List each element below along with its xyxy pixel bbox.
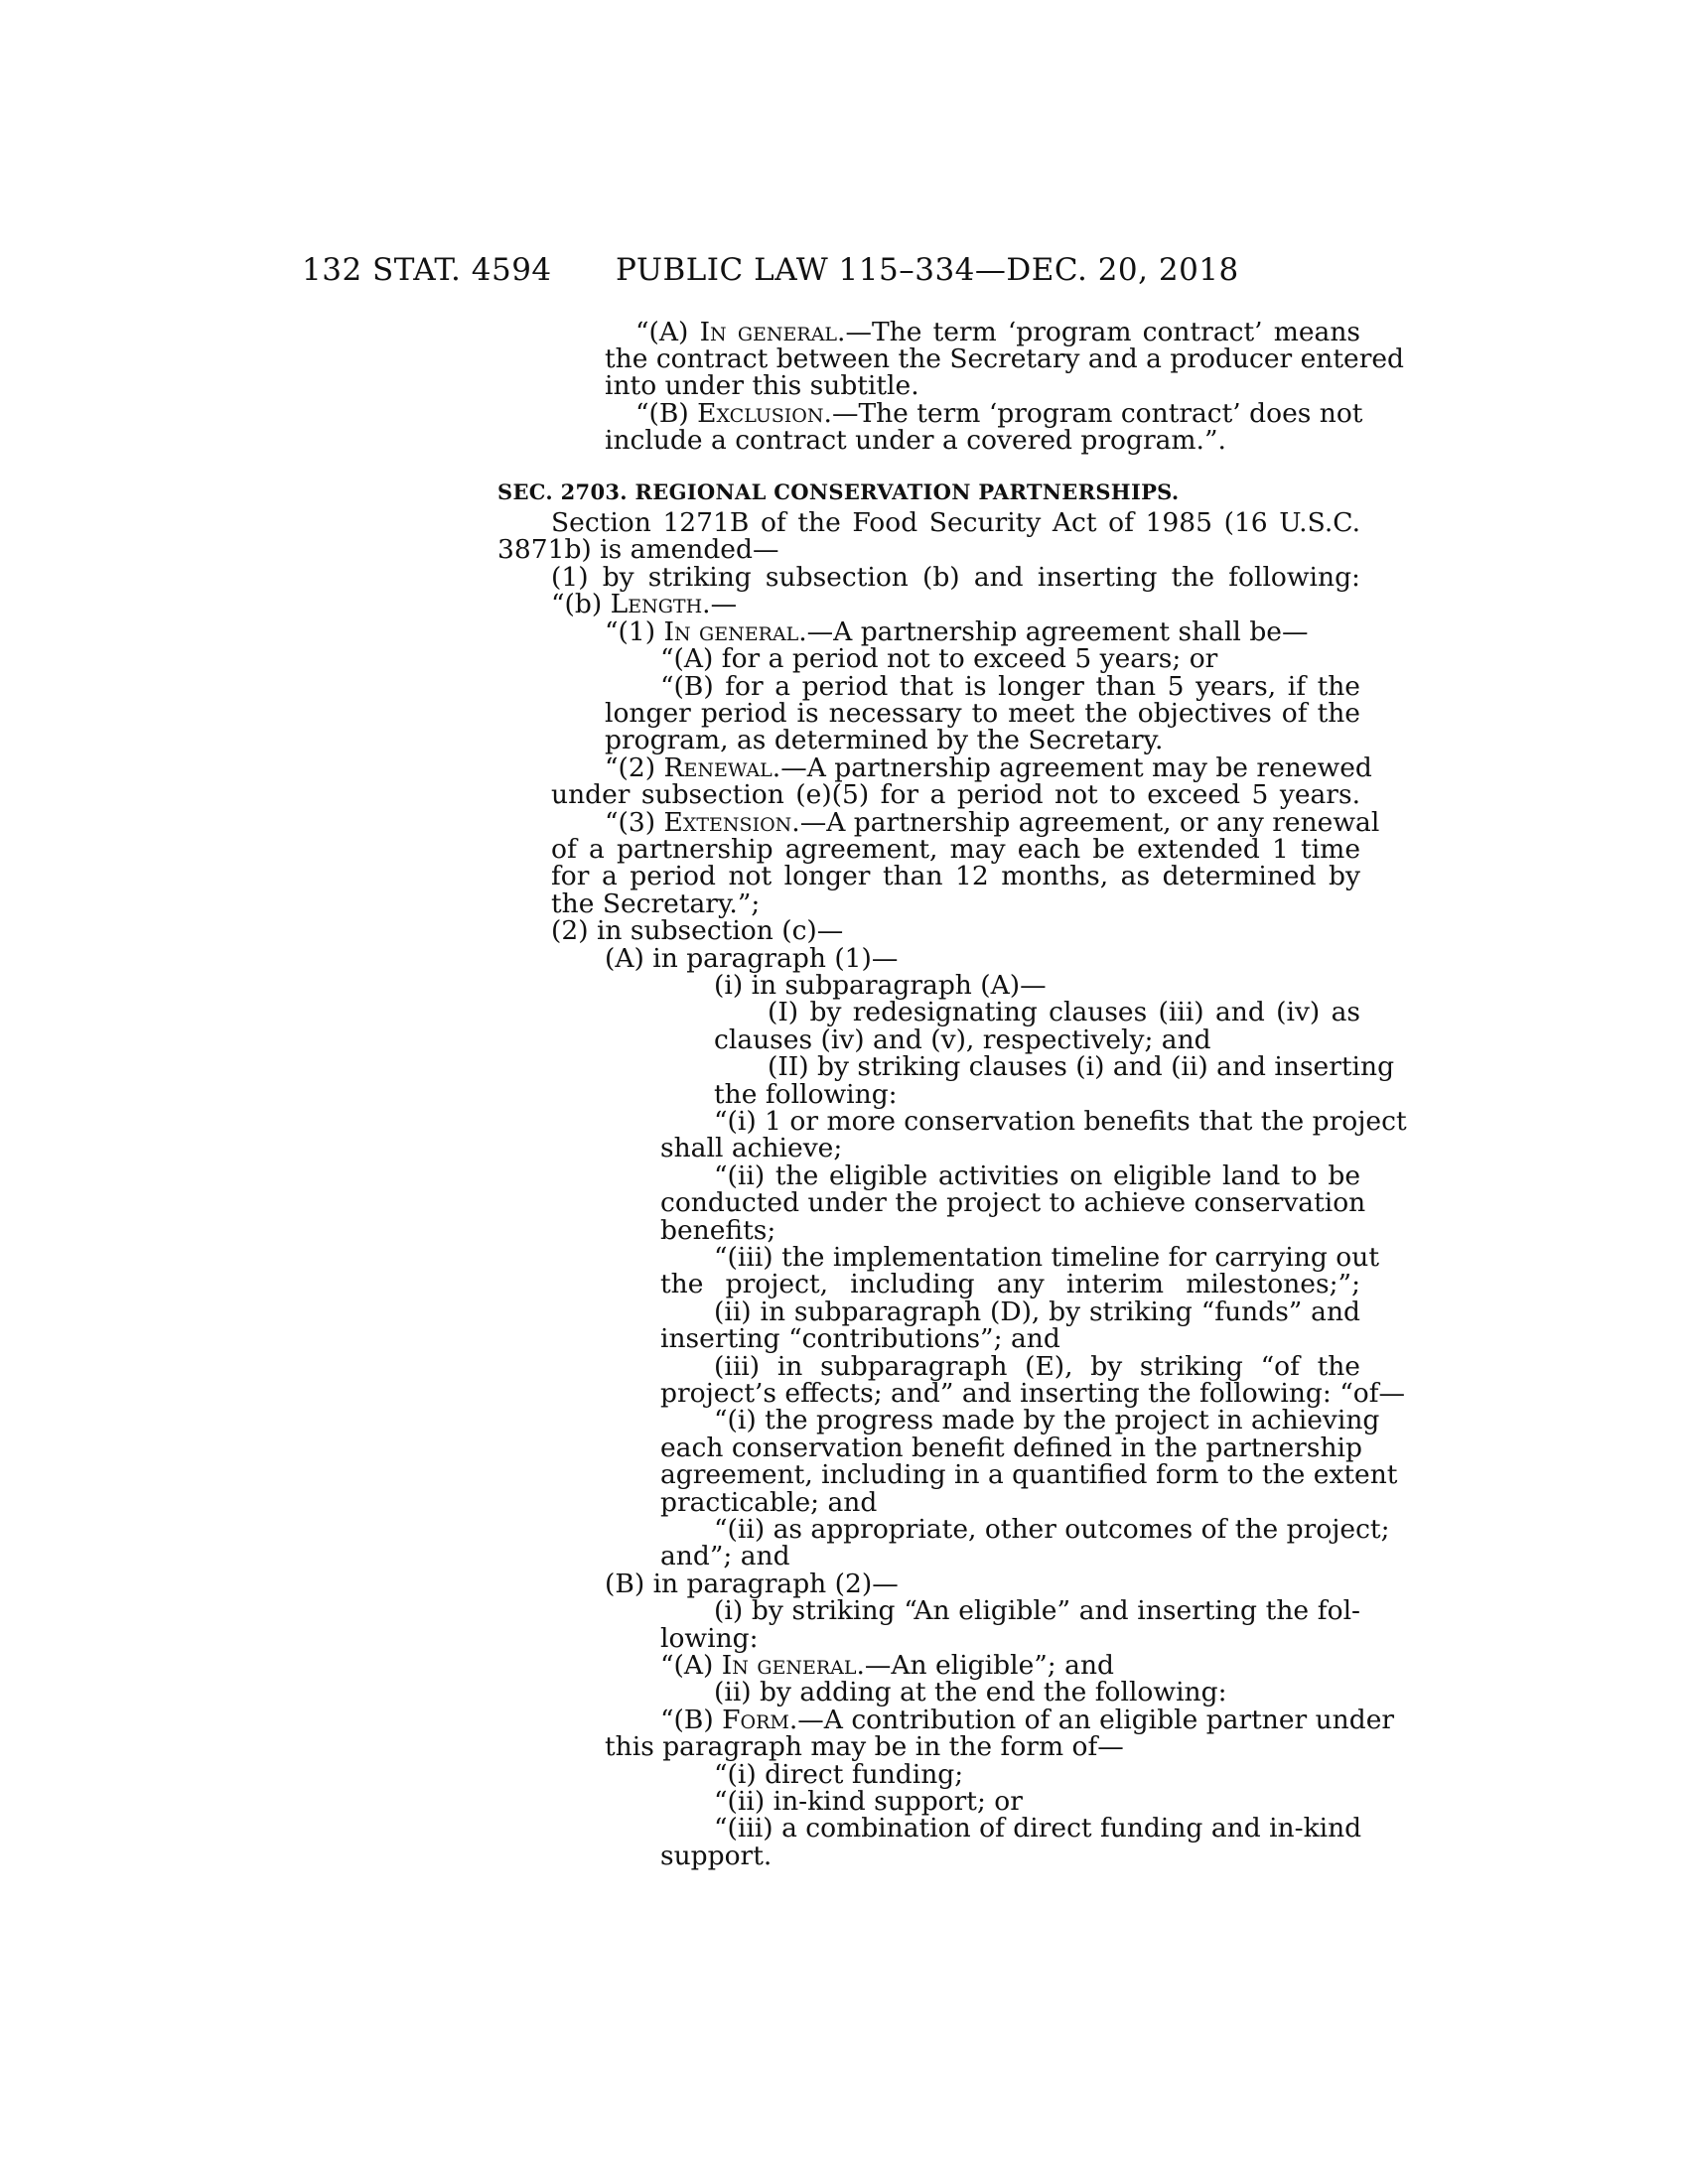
text-line: “(1) In general.—A partnership agreement shall be— [605, 616, 1309, 647]
text-line: (i) in subparagraph (A)— [714, 970, 1047, 1001]
text-line: 3871b) is amended— [497, 534, 779, 565]
text-line: “(B) Exclusion.—The term ‘program contract’ does not [635, 398, 1363, 429]
text-line: the project, including any interim milestones;”; [660, 1269, 1360, 1299]
text-line: lowing: [660, 1623, 759, 1654]
text-line: (I) by redesignating clauses (iii) and (iv) as [768, 997, 1360, 1027]
text-line: “(ii) the eligible activities on eligible land to be [714, 1160, 1360, 1191]
text-line: (ii) in subparagraph (D), by striking “funds” and [714, 1297, 1360, 1327]
text-line: (i) by striking “An eligible” and inserting the fol- [714, 1595, 1360, 1626]
text-line: “(A) In general.—An eligible”; and [660, 1650, 1114, 1681]
page-number: 132 STAT. 4594 [302, 252, 552, 288]
text-line: this paragraph may be in the form of— [605, 1731, 1124, 1762]
text-line: “(i) the progress made by the project in achieving [714, 1405, 1380, 1435]
text-line: include a contract under a covered program.”. [605, 425, 1226, 456]
text-line: (ii) by adding at the end the following: [714, 1677, 1227, 1707]
page-header [0, 252, 1688, 292]
text-line: shall achieve; [660, 1133, 843, 1163]
text-line: project’s effects; and” and inserting the following: “of— [660, 1378, 1406, 1409]
text-line: “(i) 1 or more conservation benefits that the project [714, 1106, 1407, 1137]
text-line: “(iii) the implementation timeline for carrying out [714, 1242, 1379, 1273]
text-line: longer period is necessary to meet the objectives of the [605, 698, 1360, 729]
text-line: program, as determined by the Secretary. [605, 725, 1164, 755]
text-line: “(b) Length.— [551, 589, 738, 619]
text-line: agreement, including in a quantified form to the extent [660, 1459, 1398, 1490]
text-line: “(i) direct funding; [714, 1759, 964, 1790]
text-line: “(B) for a period that is longer than 5 years, if the [660, 671, 1360, 702]
text-line: of a partnership agreement, may each be extended 1 time [551, 834, 1360, 865]
text-line: the contract between the Secretary and a producer entered [605, 343, 1405, 374]
text-line: “(iii) a combination of direct funding and in-kind [714, 1813, 1362, 1843]
text-line: practicable; and [660, 1487, 878, 1518]
text-line: each conservation benefit defined in the partnership [660, 1433, 1362, 1463]
text-line: “(A) for a period not to exceed 5 years; or [660, 643, 1218, 674]
text-line: support. [660, 1841, 773, 1871]
text-line: “(2) Renewal.—A partnership agreement may be renewed [605, 752, 1372, 783]
text-line: (II) by striking clauses (i) and (ii) and inserting [768, 1051, 1395, 1082]
text-line: “(A) In general.—The term ‘program contract’ means [635, 317, 1360, 347]
text-line: (B) in paragraph (2)— [605, 1569, 899, 1599]
text-line: the following: [714, 1079, 898, 1110]
text-line: “(B) Form.—A contribution of an eligible partner under [660, 1705, 1395, 1735]
text-line: benefits; [660, 1215, 776, 1246]
text-line: the Secretary.”; [551, 888, 761, 919]
text-line: Section 1271B of the Food Security Act of 1985 (16 U.S.C. [551, 507, 1360, 538]
text-line: conducted under the project to achieve conservation [660, 1187, 1366, 1218]
text-line: inserting “contributions”; and [660, 1323, 1060, 1354]
running-head: PUBLIC LAW 115–334—DEC. 20, 2018 [616, 252, 1239, 288]
text-line: for a period not longer than 12 months, as determined by [551, 861, 1360, 891]
section-heading: SEC. 2703. REGIONAL CONSERVATION PARTNERSHIPS. [497, 479, 1180, 504]
text-line: “(ii) as appropriate, other outcomes of the project; [714, 1514, 1390, 1545]
text-line: (1) by striking subsection (b) and inserting the following: [551, 562, 1360, 593]
text-line: “(3) Extension.—A partnership agreement, or any renewal [605, 807, 1380, 838]
text-line: and”; and [660, 1541, 790, 1571]
text-line: clauses (iv) and (v), respectively; and [714, 1024, 1211, 1055]
text-line: (2) in subsection (c)— [551, 915, 844, 946]
text-line: into under this subtitle. [605, 370, 919, 401]
text-line: (A) in paragraph (1)— [605, 943, 899, 974]
text-line: (iii) in subparagraph (E), by striking “of the [714, 1351, 1360, 1382]
text-line: “(ii) in-kind support; or [714, 1786, 1023, 1817]
text-line: under subsection (e)(5) for a period not to exceed 5 years. [551, 779, 1360, 810]
